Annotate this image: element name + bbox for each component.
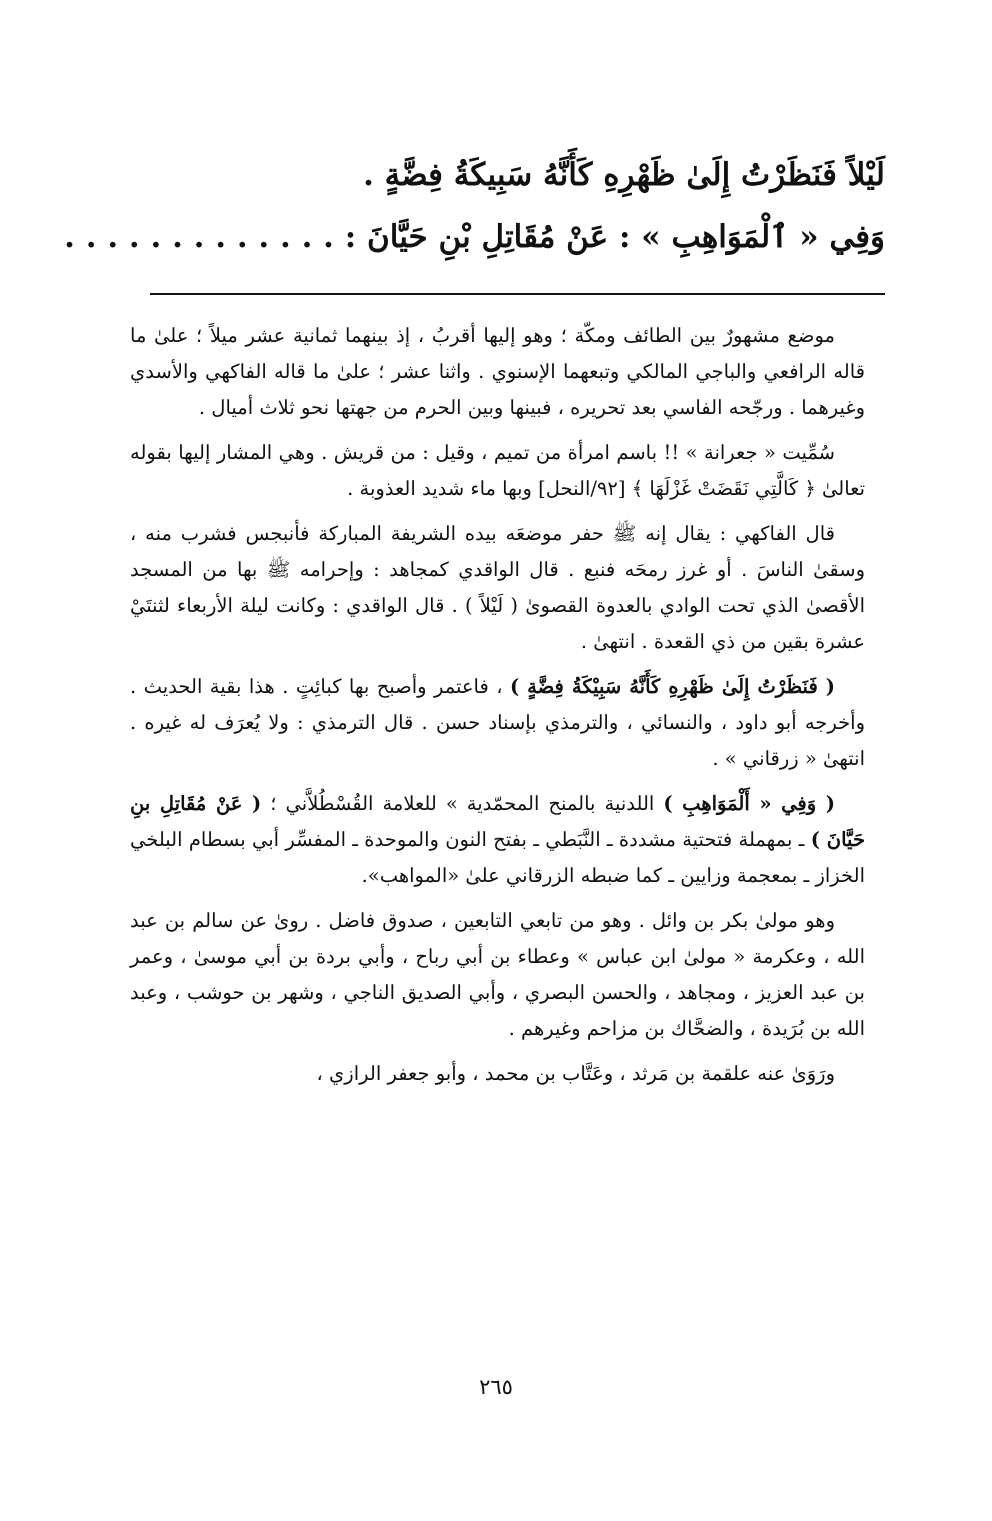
- divider: [150, 293, 885, 295]
- main-text-line: لَيْلاً فَنَظَرْتُ إِلَىٰ ظَهْرِهِ كَأَنَّهُ سَبِيكَةُ فِضَّةٍ .: [363, 157, 885, 193]
- main-text: [64, 155, 885, 279]
- commentary-paragraph: قال الفاكهي : يقال إنه ﷺ حفر موضعَه بيده الشريفة المباركة فأنبجس فشرب منه ، وسقىٰ الناسَ . أو غرز رمحَه فنبع . قال الواقدي كمجاهد : وإحرامه ﷺ بها من المسجد الأقصىٰ الذي تحت الوادي بالعدوة القصوىٰ ( لَيْلاً ) . قال الواقدي : وكانت ليلة الأربعاء لثنتَيْ عشرة بقين من ذي القعدة . انتهىٰ .: [130, 522, 865, 653]
- commentary-paragraph: وهو مولىٰ بكر بن وائل . وهو من تابعي التابعين ، صدوق فاضل . روىٰ عن سالم بن عبد الله ، وعكرمة « مولىٰ ابن عباس » وعطاء بن أبي رباح ، وأبي بردة بن أبي موسىٰ ، وعمر بن عبد العزيز ، ومجاهد ، والحسن البصري ، وأبي الصديق الناجي ، وشهر بن حوشب ، وعبد الله بن بُرَيدة ، والضحَّاك بن مزاحم وغيرهم .: [130, 909, 865, 1040]
- commentary-paragraph: سُمِّيت « جعرانة » !! باسم امرأة من تميم ، وقيل : من قريش . وهي المشار إليها بقوله تعالىٰ ﴿ كَالَّتِي نَقَضَتْ غَزْلَهَا ﴾ [٩٢/النحل] وبها ماء شديد العذوبة .: [130, 441, 865, 500]
- quoted-matn: ( عَنْ مُقَاتِلِ بنِ حَيَّانَ ): [130, 792, 865, 851]
- commentary-paragraph: [130, 786, 865, 894]
- commentary-text: اللدنية بالمنح المحمّدية » للعلامة القُسْطُلاَّني ؛: [261, 792, 664, 815]
- commentary-text: ، فاعتمر وأصبح بها كبائِتٍ . هذا بقية الحديث . وأخرجه أبو داود ، والنسائي ، والترمذي بإسناد حسن . قال الترمذي : ولا يُعرَف له غيره . انتهىٰ « زرقاني » .: [130, 675, 865, 770]
- main-text-line: وَفِي « ٱلْمَوَاهِبِ » : عَنْ مُقَاتِلِ بْنِ حَيَّانَ : . . . . . . . . . . . . .: [64, 219, 885, 255]
- page-number: ٢٦٥: [479, 1375, 513, 1399]
- commentary-text: ـ بمهملة فتحتية مشددة ـ النَّبَطي ـ بفتح النون والموحدة ـ المفسِّر أبي بسطام البلخي الخزاز ـ بمعجمة وزايين ـ كما ضبطه الزرقاني علىٰ «المواهب».: [130, 828, 865, 887]
- commentary: [130, 318, 865, 1101]
- quoted-matn: ( فَنَظَرْتُ إِلَىٰ ظَهْرِهِ كَأَنَّهُ سَبِيْكَةُ فِضَّةٍ ): [509, 675, 835, 698]
- commentary-paragraph: [130, 669, 865, 777]
- commentary-paragraph: موضع مشهورٌ بين الطائف ومكّة ؛ وهو إليها أقربُ ، إذ بينهما ثمانية عشر ميلاً ؛ علىٰ ما قاله الرافعي والباجي المالكي وتبعهما الإسنوي . واثنا عشر ؛ علىٰ ما قاله الفاكهي والأسدي وغيرهما . ورجّحه الفاسي بعد تحريره ، فبينها وبين الحرم من جهتها نحو ثلاث أميال .: [130, 324, 865, 419]
- commentary-paragraph: ورَوَىٰ عنه علقمة بن مَرثد ، وعَتَّاب بن محمد ، وأبو جعفر الرازي ،: [316, 1062, 835, 1085]
- quoted-matn: ( وَفِي « أَلْمَوَاهِبِ ): [663, 792, 835, 815]
